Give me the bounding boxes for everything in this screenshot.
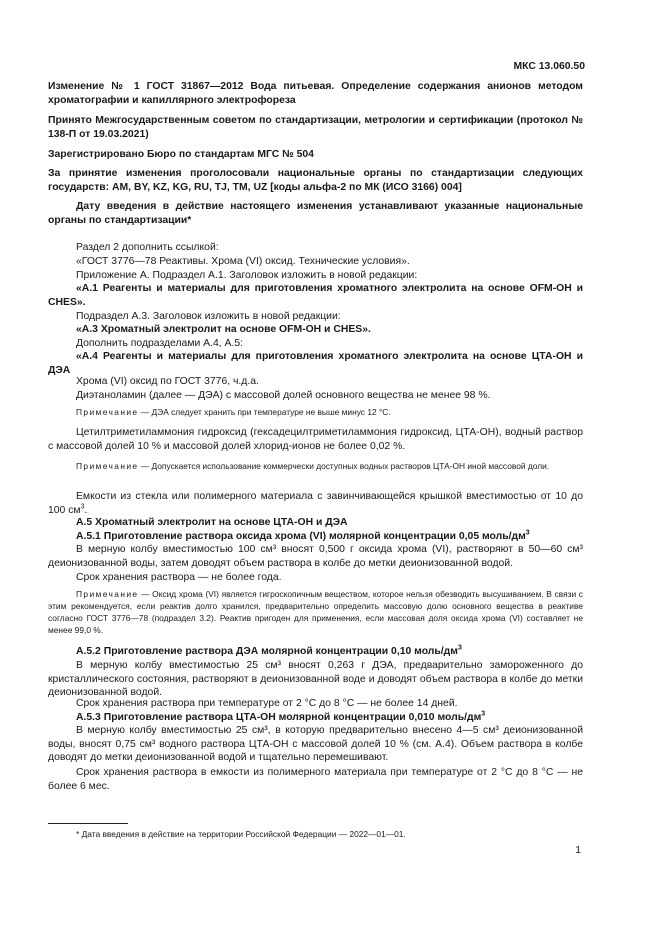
heading-a3: «А.3 Хроматный электролит на основе OFM-OH и CHES». bbox=[76, 324, 371, 335]
para-ctah: Цетилтриметиламмония гидроксид (гексадецилтриметиламмония гидроксид, ЦТА-ОН), водный раствор с массовой долей 10 % и массовой долей хлорид-ионов не более 0,02 %. bbox=[48, 427, 583, 452]
heading-a4: «А.4 Реагенты и материалы для приготовления хроматного электролита на основе ЦТА-ОН и ДЭА bbox=[48, 351, 583, 376]
page-number: 1 bbox=[575, 845, 581, 856]
footnote: * Дата введения в действие на территории Российской Федерации — 2022—01—01. bbox=[76, 829, 406, 839]
note-ctah bbox=[48, 460, 583, 472]
change-title: Изменение № 1 ГОСТ 31867—2012 Вода питьевая. Определение содержания анионов методом хроматографии и капиллярного электрофореза bbox=[48, 81, 583, 106]
para-a5-3-storage: Срок хранения раствора в емкости из полимерного материала при температуре от 2 °С до 8 °С — не более 6 мес. bbox=[48, 767, 583, 792]
note-text: — ДЭА следует хранить при температуре не выше минус 12 °С. bbox=[138, 407, 391, 417]
classification-code: МКС 13.060.50 bbox=[513, 61, 585, 72]
note-label: Примечание bbox=[76, 461, 139, 471]
para-a5-1-storage: Срок хранения раствора — не более года. bbox=[76, 572, 282, 583]
para-a5-2-storage: Срок хранения раствора при температуре от 2 °С до 8 °С — не более 14 дней. bbox=[76, 698, 458, 709]
para-a5-1: В мерную колбу вместимостью 100 см³ вносят 0,500 г оксида хрома (VI), растворяют в 50—60 см³ деионизованной воды, затем доводят объем раствора в колбе до метки деионизованной водой. bbox=[48, 544, 583, 569]
para-a5-2: В мерную колбу вместимостью 25 см³ вносят 0,263 г ДЭА, предварительно замороженного до кристаллического состояния, растворяют в деионизованной воде и доводят объем раствора в колбе до метки деионизованной водой. bbox=[48, 660, 583, 699]
heading-a5-1: А.5.1 Приготовление раствора оксида хрома (VI) молярной концентрации 0,05 моль/$дм^3$ bbox=[76, 529, 530, 542]
note-dea bbox=[48, 406, 583, 418]
para-section2: Раздел 2 дополнить ссылкой: bbox=[76, 242, 219, 253]
para-appendix-a1: Приложение А. Подраздел А.1. Заголовок изложить в новой редакции: bbox=[76, 270, 418, 281]
heading-a5-2: А.5.2 Приготовление раствора ДЭА молярной концентрации 0,10 моль/$дм^3$ bbox=[76, 644, 462, 657]
heading-a5-3: А.5.3 Приготовление раствора ЦТА-ОН молярной концентрации 0,010 моль/$дм^3$ bbox=[76, 710, 486, 723]
note-text: — Оксид хрома (VI) является гигроскопичным веществом, которое нельзя обезводить высушиванием. В связи с этим рекомендуется, если реактив долго хранился, предварительно определить массовую долю основного вещества в реактиве согласно ГОСТ 3776—78 (подраздел 3.2). Реактив пригоден для применения, если массовая доля оксида хрома (VI) составляет не менее 99,0 %. bbox=[48, 589, 583, 635]
note-label: Примечание bbox=[76, 407, 139, 417]
note-label: Примечание bbox=[76, 589, 139, 599]
footnote-divider bbox=[48, 823, 128, 824]
para-a5-3: В мерную колбу вместимостью 25 см³, в которую предварительно внесено 4—5 см³ деионизованной воды, вносят 0,75 см³ водного раствора ЦТА-ОН с массовой долей 10 % (см. А.4). Объем раствора в колбе доводят до метки деионизованной водой и тщательно перемешивают. bbox=[48, 725, 583, 764]
effective-date: Дату введения в действие настоящего изменения устанавливают указанные национальные органы по стандартизации* bbox=[48, 201, 583, 226]
note-text: — Допускается использование коммерчески доступных водных растворов ЦТА-ОН иной массовой доли. bbox=[138, 461, 550, 471]
para-add-subsections: Дополнить подразделами А.4, А.5: bbox=[76, 338, 244, 349]
para-gost-reference: «ГОСТ 3776—78 Реактивы. Хрома (VI) оксид. Технические условия». bbox=[76, 256, 410, 267]
registered: Зарегистрировано Бюро по стандартам МГС № 504 bbox=[48, 149, 314, 160]
para-dea: Диэтаноламин (далее — ДЭА) с массовой долей основного вещества не менее 98 %. bbox=[76, 390, 491, 401]
adopted-by: Принято Межгосударственным советом по стандартизации, метрологии и сертификации (протокол № 138-П от 19.03.2021) bbox=[48, 115, 583, 140]
para-containers: Емкости из стекла или полимерного материала с завинчивающейся крышкой вместимостью от 10 до 100 $см^3$. bbox=[48, 491, 583, 516]
para-chromium-oxide: Хрома (VI) оксид по ГОСТ 3776, ч.д.а. bbox=[76, 376, 259, 387]
voting-states: За принятие изменения проголосовали национальные органы по стандартизации следующих государств: AM, BY, KZ, KG, RU, TJ, TM, UZ [коды альфа-2 по МК (ИСО 3166) 004] bbox=[48, 168, 583, 193]
heading-a1: «А.1 Реагенты и материалы для приготовления хроматного электролита на основе OFM-OH и CHES». bbox=[48, 283, 583, 308]
para-appendix-a3: Подраздел А.3. Заголовок изложить в новой редакции: bbox=[76, 311, 341, 322]
heading-a5: А.5 Хроматный электролит на основе ЦТА-ОН и ДЭА bbox=[76, 517, 348, 528]
note-chromium bbox=[48, 588, 583, 636]
